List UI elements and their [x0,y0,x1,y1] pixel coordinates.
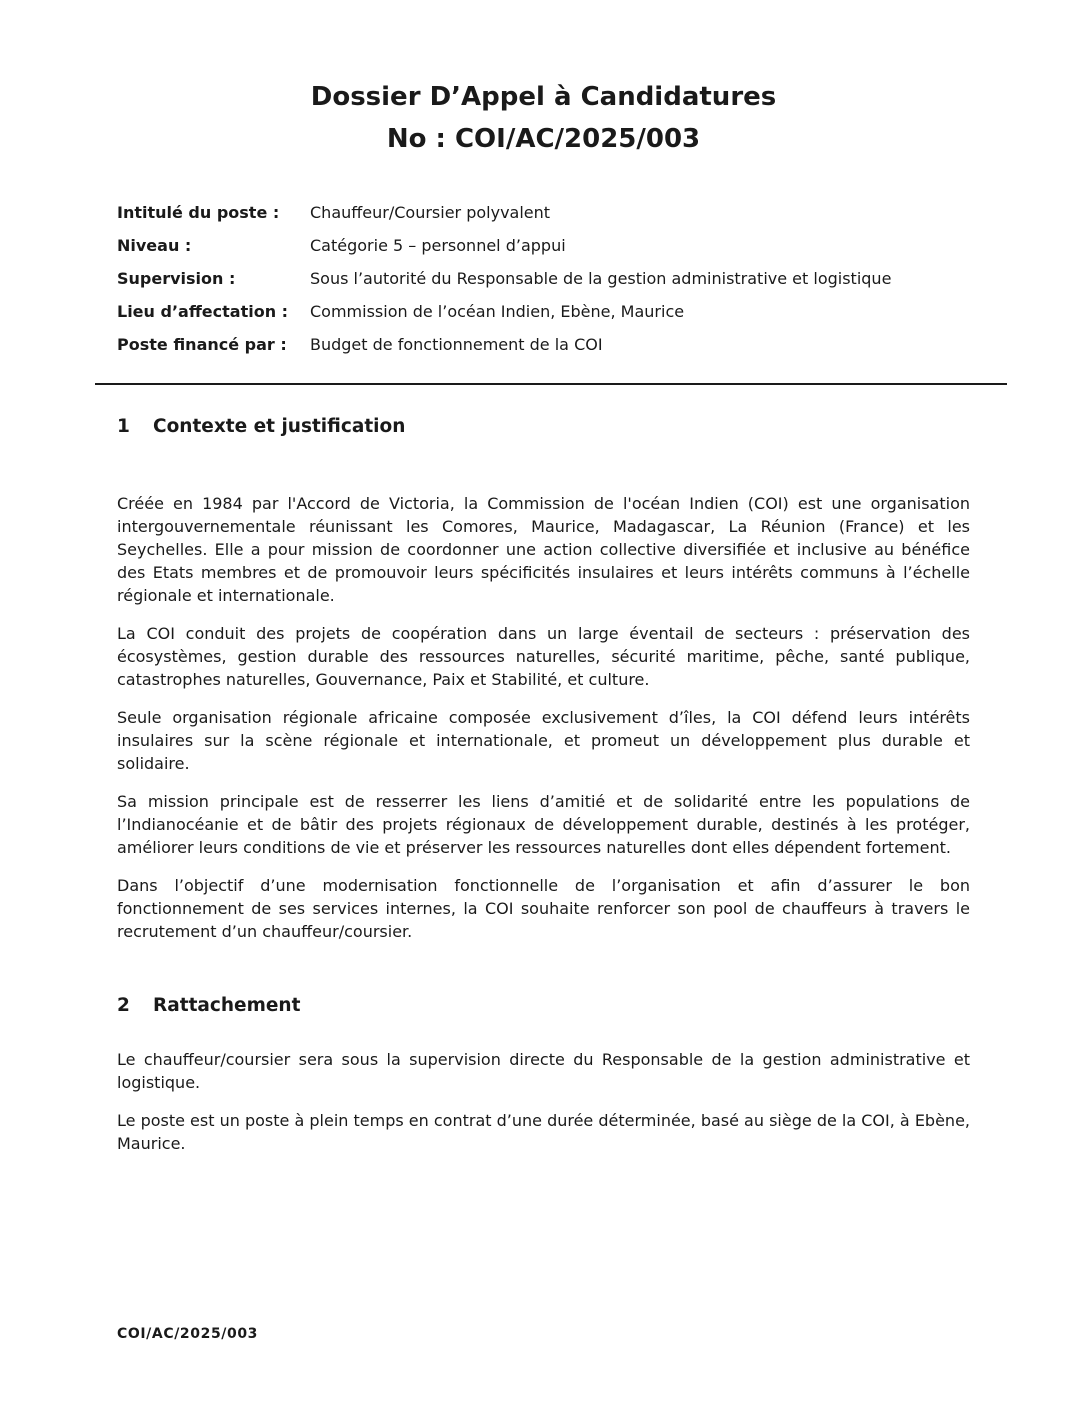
paragraph: Le poste est un poste à plein temps en contrat d’une durée déterminée, basé au siège de la COI, à Ebène, Maurice. [117,1111,970,1153]
page-footer-reference: COI/AC/2025/003 [117,1326,259,1342]
section-number: 1 [117,416,130,437]
section-body-rattachement [117,1048,970,1155]
section-title: Rattachement [153,995,301,1016]
document-title [117,76,970,160]
section-title: Contexte et justification [153,416,406,437]
divider-rule [95,383,1007,385]
meta-row-supervision [117,268,970,290]
meta-row-intitule [117,202,970,224]
document-title-line2: No : COI/AC/2025/003 [386,124,701,154]
document-title-line1: Dossier D’Appel à Candidatures [310,82,777,112]
meta-value-financement: Budget de fonctionnement de la COI [310,335,603,354]
meta-row-lieu [117,301,970,323]
meta-value-lieu: Commission de l’océan Indien, Ebène, Maurice [310,302,685,321]
section-rattachement [117,995,970,1155]
meta-value-niveau: Catégorie 5 – personnel d’appui [310,236,566,255]
paragraph: Sa mission principale est de resserrer les liens d’amitié et de solidarité entre les populations de l’Indianocéanie et de bâtir des projets régionaux de développement durable, destinés à les protéger, améliorer leurs conditions de vie et préserver les ressources naturelles dont elles dépendent fortement. [117,792,970,857]
meta-label-niveau: Niveau : [117,236,192,255]
paragraph: Créée en 1984 par l'Accord de Victoria, la Commission de l'océan Indien (COI) est une organisation intergouvernementale réunissant les Comores, Maurice, Madagascar, La Réunion (France) et les Seychelles. Elle a pour mission de coordonner une action collective diversifiée et inclusive au bénéfice des Etats membres et de promouvoir leurs spécificités insulaires et leurs intérêts communs à l’échelle régionale et internationale. [117,494,970,605]
paragraph: Le chauffeur/coursier sera sous la supervision directe du Responsable de la gestion administrative et logistique. [117,1050,970,1092]
meta-value-supervision: Sous l’autorité du Responsable de la gestion administrative et logistique [310,269,892,288]
meta-label-lieu: Lieu d’affectation : [117,302,289,321]
meta-value-intitule: Chauffeur/Coursier polyvalent [310,203,551,222]
section-heading-contexte [117,416,970,438]
meta-label-intitule: Intitulé du poste : [117,203,280,222]
meta-row-financement [117,334,970,356]
paragraph: La COI conduit des projets de coopération dans un large éventail de secteurs : préservation des écosystèmes, gestion durable des ressources naturelles, sécurité maritime, pêche, santé publique, catastrophes naturelles, Gouvernance, Paix et Stabilité, et culture. [117,624,970,689]
paragraph: Seule organisation régionale africaine composée exclusivement d’îles, la COI défend leurs intérêts insulaires sur la scène régionale et internationale, et promeut un développement plus durable et solidaire. [117,708,970,773]
section-body-contexte [117,492,970,943]
section-heading-rattachement [117,995,970,1017]
meta-label-financement: Poste financé par : [117,335,287,354]
paragraph: Dans l’objectif d’une modernisation fonctionnelle de l’organisation et afin d’assurer le bon fonctionnement de ses services internes, la COI souhaite renforcer son pool de chauffeurs à travers le recrutement d’un chauffeur/coursier. [117,876,970,941]
meta-row-niveau [117,235,970,257]
section-contexte [117,416,970,943]
meta-label-supervision: Supervision : [117,269,236,288]
meta-table [117,202,970,356]
section-number: 2 [117,995,130,1016]
